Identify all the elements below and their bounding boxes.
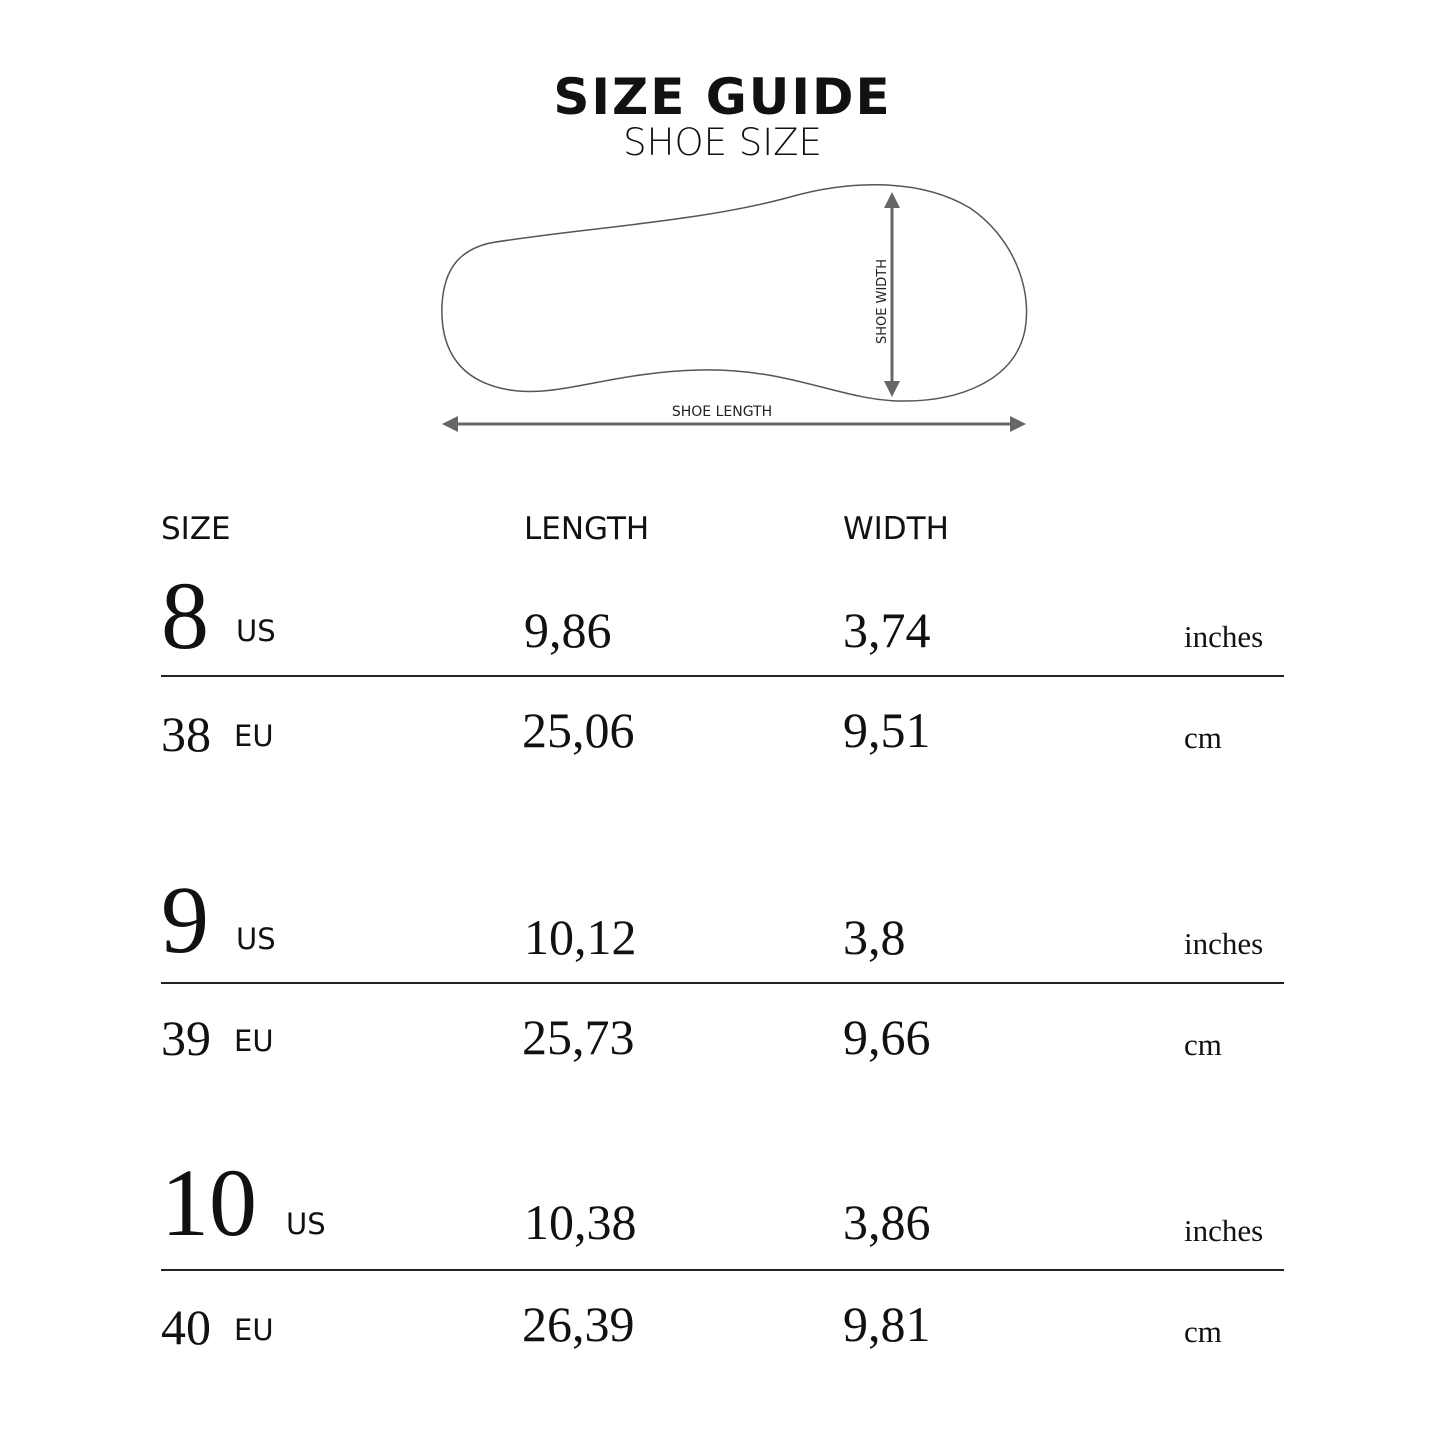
eu-width-value: 9,66	[843, 1009, 931, 1065]
us-size-value: 10	[161, 1149, 257, 1256]
unit-cm: cm	[1184, 720, 1222, 755]
width-label: SHOE WIDTH	[875, 258, 890, 344]
unit-cm: cm	[1184, 1027, 1222, 1062]
eu-size-label: EU	[234, 719, 274, 753]
us-width-value: 3,86	[843, 1194, 931, 1250]
us-size-value: 8	[161, 562, 209, 669]
us-size-label: US	[236, 614, 276, 648]
eu-length-value: 25,73	[522, 1009, 635, 1065]
eu-width-value: 9,81	[843, 1296, 931, 1352]
unit-inches: inches	[1184, 926, 1264, 961]
column-header-width: WIDTH	[843, 511, 949, 547]
us-size-value: 9	[161, 866, 209, 973]
row-divider	[161, 982, 1284, 984]
eu-length-value: 25,06	[522, 702, 635, 758]
unit-inches: inches	[1184, 619, 1264, 654]
us-size-label: US	[286, 1207, 326, 1241]
width-arrow-head-top	[884, 192, 900, 208]
length-arrow-head-left	[442, 416, 458, 432]
unit-inches: inches	[1184, 1213, 1264, 1248]
us-length-value: 10,38	[524, 1194, 637, 1250]
eu-length-value: 26,39	[522, 1296, 635, 1352]
eu-size-value: 40	[161, 1299, 211, 1355]
page-title: SIZE GUIDE	[553, 68, 892, 126]
unit-cm: cm	[1184, 1314, 1222, 1349]
row-divider	[161, 675, 1284, 677]
length-label: SHOE LENGTH	[671, 404, 773, 420]
eu-size-value: 39	[161, 1010, 211, 1066]
eu-size-label: EU	[234, 1024, 274, 1058]
eu-width-value: 9,51	[843, 702, 931, 758]
page-subtitle: SHOE SIZE	[623, 121, 822, 164]
width-arrow-head-bottom	[884, 381, 900, 397]
us-length-value: 10,12	[524, 909, 637, 965]
shoe-sole-outline	[442, 185, 1027, 401]
length-arrow-head-right	[1010, 416, 1026, 432]
column-header-size: SIZE	[161, 511, 231, 547]
us-length-value: 9,86	[524, 602, 612, 658]
us-size-label: US	[236, 922, 276, 956]
eu-size-label: EU	[234, 1313, 274, 1347]
us-width-value: 3,8	[843, 909, 906, 965]
column-header-length: LENGTH	[524, 511, 650, 547]
us-width-value: 3,74	[843, 602, 931, 658]
shoe-sole-diagram	[0, 0, 1445, 450]
eu-size-value: 38	[161, 706, 211, 762]
row-divider	[161, 1269, 1284, 1271]
